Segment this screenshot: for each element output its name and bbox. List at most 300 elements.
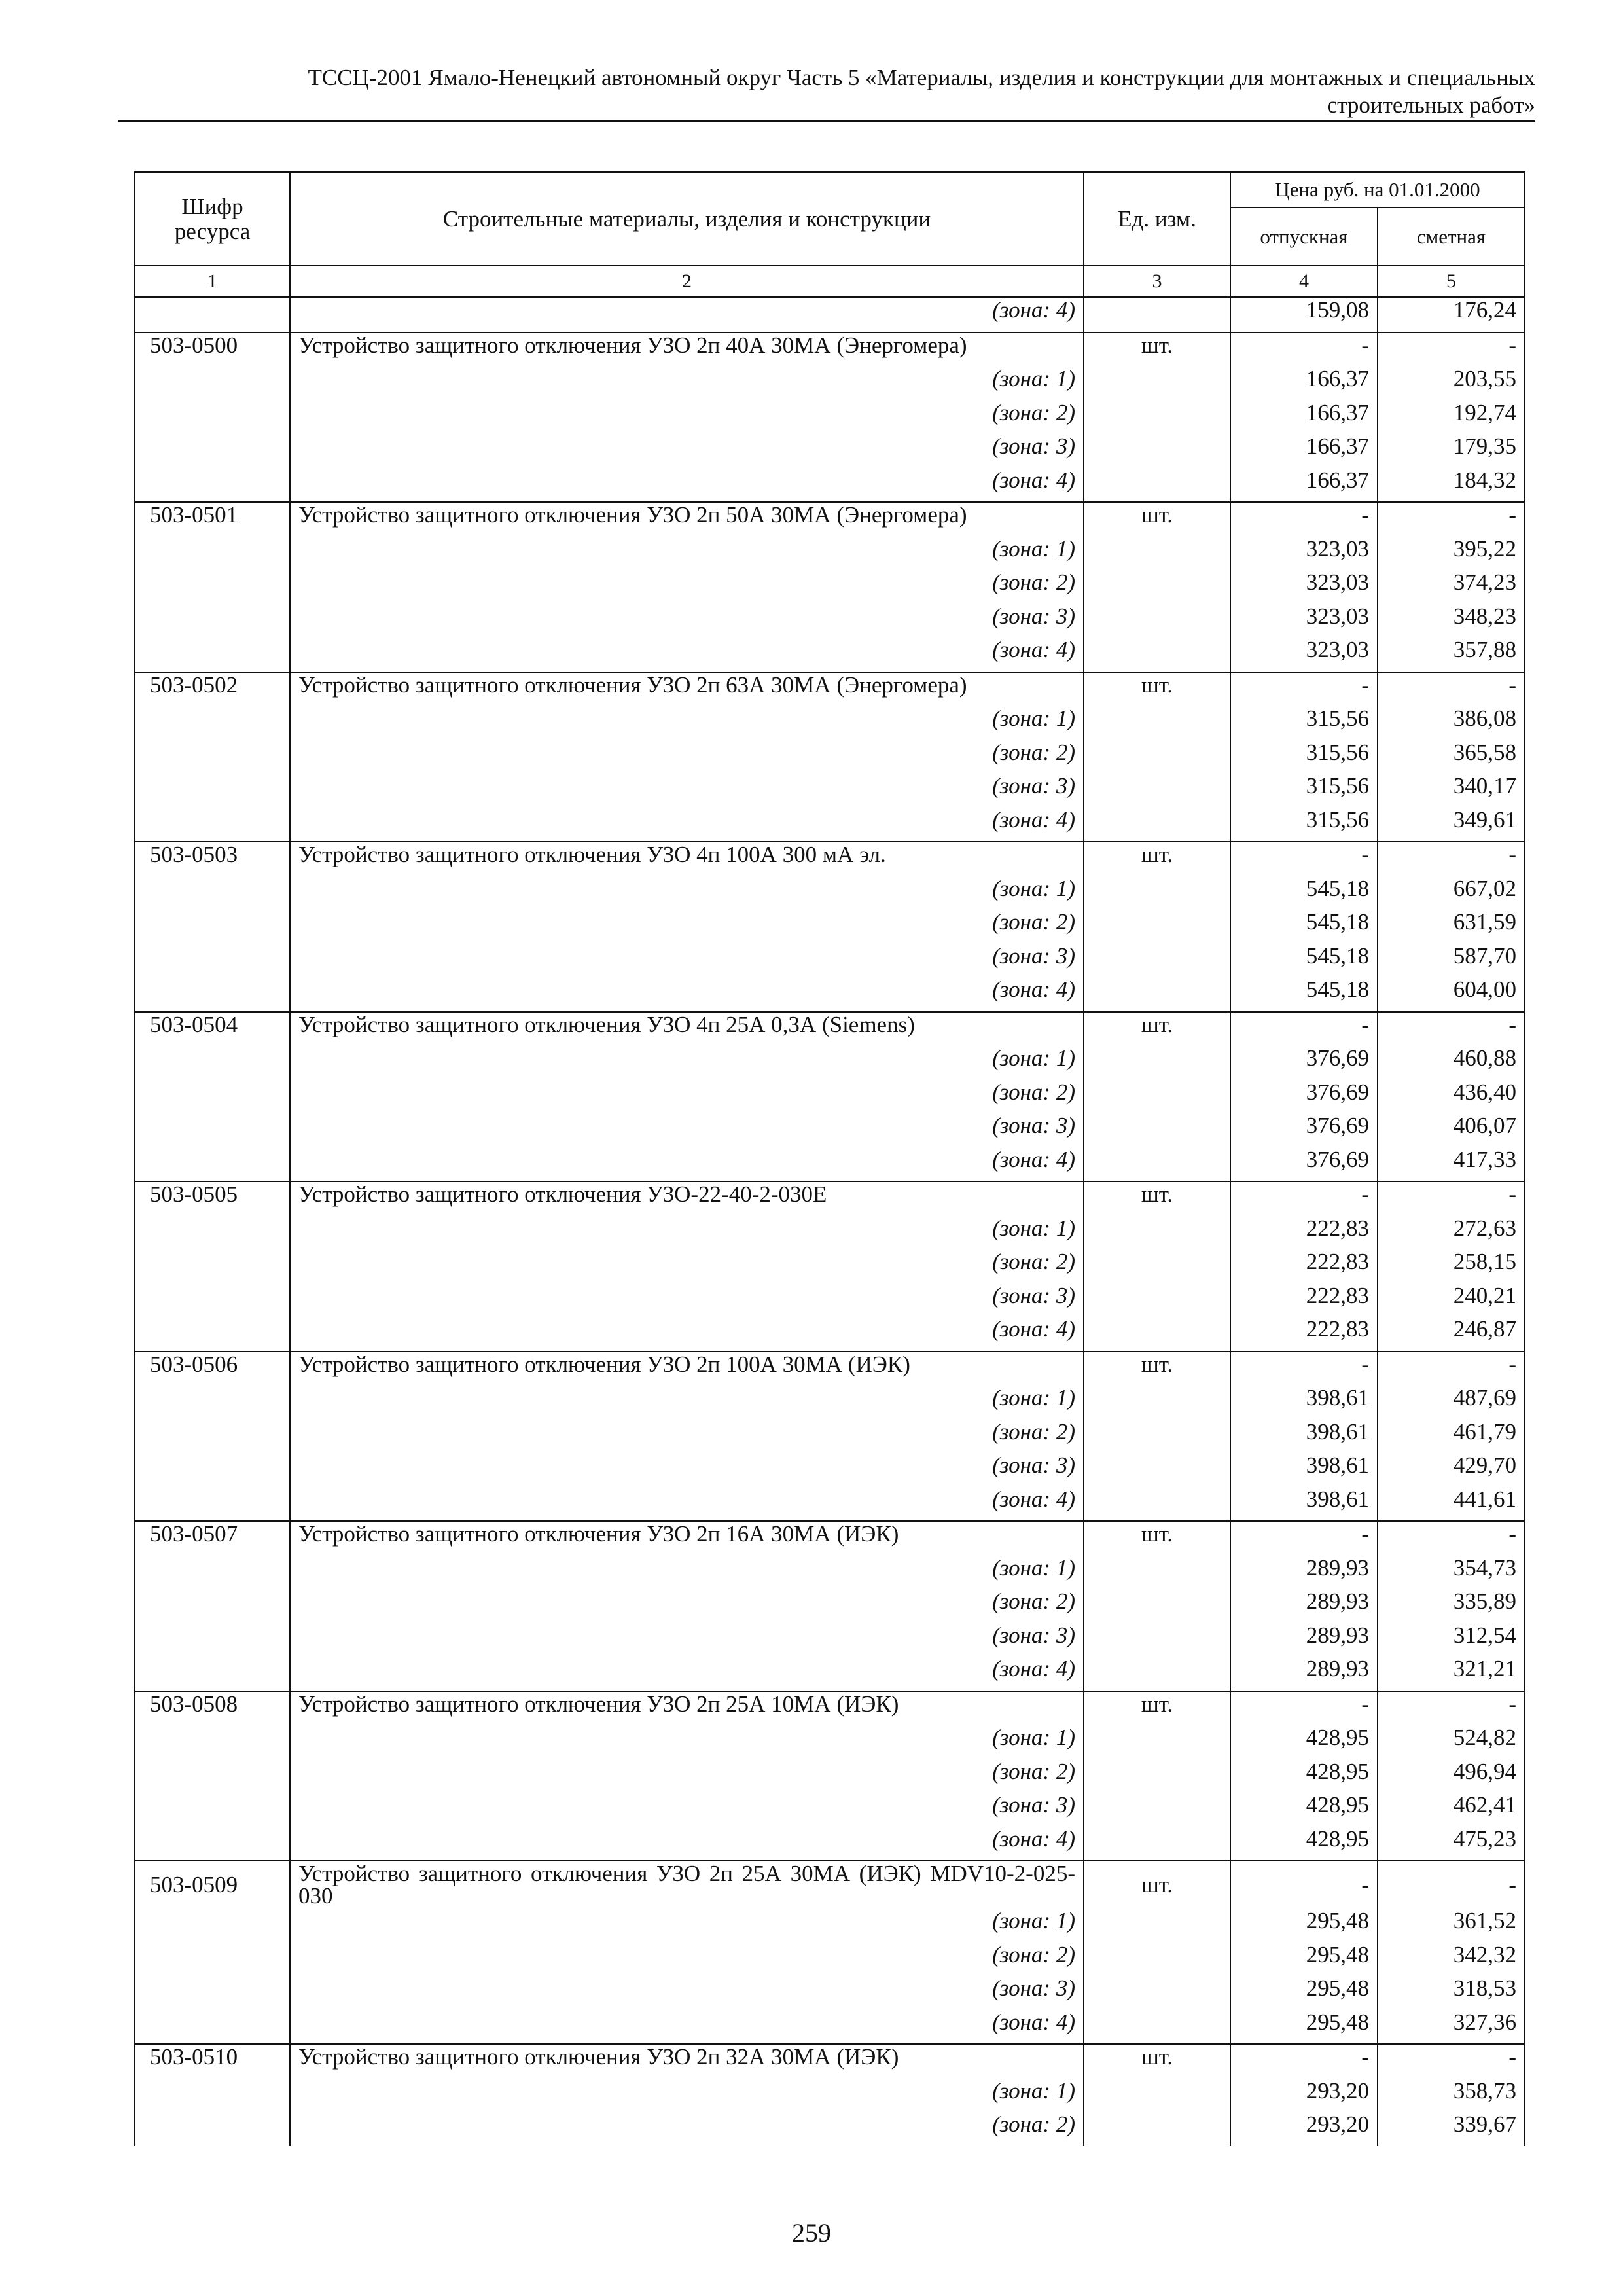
table-row-zone <box>135 434 1525 468</box>
release-price: 376,69 <box>1230 1080 1378 1114</box>
running-header <box>118 64 1535 119</box>
release-price: - <box>1230 332 1378 367</box>
table-body <box>135 297 1525 2146</box>
release-price: 295,48 <box>1230 1976 1378 2010</box>
zone-label: (зона: 2) <box>290 2112 1084 2146</box>
release-price: 315,56 <box>1230 740 1378 774</box>
cell-code <box>135 944 290 978</box>
table-row-zone <box>135 1556 1525 1590</box>
cell-unit <box>1084 1046 1230 1080</box>
release-price: 295,48 <box>1230 1943 1378 1977</box>
table-row-zone <box>135 537 1525 571</box>
cell-code <box>135 774 290 808</box>
item-unit: шт. <box>1084 1181 1230 1216</box>
item-unit: шт. <box>1084 332 1230 367</box>
item-name: Устройство защитного отключения УЗО 2п 25А 10МА (ИЭК) <box>290 1691 1084 1726</box>
item-code: 503-0509 <box>135 1861 290 1909</box>
cell-code <box>135 570 290 604</box>
table-row-zone <box>135 1943 1525 1977</box>
release-price: 428,95 <box>1230 1827 1378 1861</box>
release-price: 289,93 <box>1230 1623 1378 1657</box>
cell-code <box>135 1113 290 1147</box>
cell-code <box>135 706 290 740</box>
table-row-zone <box>135 1216 1525 1250</box>
estimate-price: 436,40 <box>1378 1080 1525 1114</box>
table-row-zone <box>135 1046 1525 1080</box>
cell-code <box>135 1725 290 1759</box>
header-unit: Ед. изм. <box>1084 172 1230 266</box>
cell-unit <box>1084 910 1230 944</box>
cell-unit <box>1084 876 1230 910</box>
estimate-price: 312,54 <box>1378 1623 1525 1657</box>
release-price: 428,95 <box>1230 1759 1378 1793</box>
cell-unit <box>1084 468 1230 503</box>
zone-label: (зона: 2) <box>290 910 1084 944</box>
release-price: 398,61 <box>1230 1386 1378 1420</box>
table-row-zone <box>135 910 1525 944</box>
estimate-price: 354,73 <box>1378 1556 1525 1590</box>
release-price: 166,37 <box>1230 434 1378 468</box>
estimate-price: 246,87 <box>1378 1317 1525 1352</box>
estimate-price: 587,70 <box>1378 944 1525 978</box>
cell-unit <box>1084 1080 1230 1114</box>
estimate-price: 272,63 <box>1378 1216 1525 1250</box>
cell-code <box>135 1080 290 1114</box>
release-price: 545,18 <box>1230 977 1378 1012</box>
zone-label: (зона: 4) <box>290 1487 1084 1522</box>
table-row-item <box>135 842 1525 876</box>
estimate-price: 631,59 <box>1378 910 1525 944</box>
release-price: 315,56 <box>1230 808 1378 842</box>
cell-unit <box>1084 1113 1230 1147</box>
estimate-price: 349,61 <box>1378 808 1525 842</box>
zone-label: (зона: 3) <box>290 1283 1084 1318</box>
release-price: 289,93 <box>1230 1657 1378 1691</box>
estimate-price: 318,53 <box>1378 1976 1525 2010</box>
cell-unit <box>1084 1487 1230 1522</box>
cell-unit <box>1084 2079 1230 2113</box>
cell-unit <box>1084 1249 1230 1283</box>
table-row-zone <box>135 1487 1525 1522</box>
item-code: 503-0508 <box>135 1691 290 1726</box>
estimate-price: 475,23 <box>1378 1827 1525 1861</box>
item-code: 503-0510 <box>135 2044 290 2079</box>
cell-unit <box>1084 1623 1230 1657</box>
cell-code <box>135 2079 290 2113</box>
release-price: 315,56 <box>1230 706 1378 740</box>
cell-code <box>135 297 290 332</box>
release-price: - <box>1230 502 1378 537</box>
cell-code <box>135 468 290 503</box>
zone-label: (зона: 1) <box>290 1216 1084 1250</box>
release-price: 376,69 <box>1230 1046 1378 1080</box>
cell-code <box>135 1216 290 1250</box>
zone-label: (зона: 1) <box>290 537 1084 571</box>
estimate-price: - <box>1378 1691 1525 1726</box>
cell-unit <box>1084 808 1230 842</box>
header-estimate-price: сметная <box>1378 207 1525 266</box>
item-code: 503-0501 <box>135 502 290 537</box>
cell-code <box>135 1909 290 1943</box>
estimate-price: - <box>1378 1352 1525 1386</box>
header-price-group: Цена руб. на 01.01.2000 <box>1230 172 1525 207</box>
item-name: Устройство защитного отключения УЗО-22-40-2-030Е <box>290 1181 1084 1216</box>
cell-code <box>135 2010 290 2045</box>
table-row-zone <box>135 1249 1525 1283</box>
zone-label: (зона: 1) <box>290 2079 1084 2113</box>
estimate-price: 179,35 <box>1378 434 1525 468</box>
table-row-zone <box>135 944 1525 978</box>
estimate-price: 374,23 <box>1378 570 1525 604</box>
release-price: 323,03 <box>1230 604 1378 638</box>
estimate-price: 184,32 <box>1378 468 1525 503</box>
table-row-zone <box>135 1623 1525 1657</box>
cell-unit <box>1084 2112 1230 2146</box>
cell-code <box>135 1249 290 1283</box>
cell-unit <box>1084 1725 1230 1759</box>
item-unit: шт. <box>1084 1012 1230 1047</box>
release-price: 323,03 <box>1230 537 1378 571</box>
cell-unit <box>1084 740 1230 774</box>
release-price: - <box>1230 1012 1378 1047</box>
release-price: 315,56 <box>1230 774 1378 808</box>
item-name: Устройство защитного отключения УЗО 2п 63А 30МА (Энергомера) <box>290 672 1084 707</box>
cell-code <box>135 1556 290 1590</box>
table-row-zone <box>135 1827 1525 1861</box>
header-release-price: отпускная <box>1230 207 1378 266</box>
item-name: Устройство защитного отключения УЗО 2п 32А 30МА (ИЭК) <box>290 2044 1084 2079</box>
cell-code <box>135 367 290 401</box>
release-price: - <box>1230 672 1378 707</box>
table-row-zone <box>135 1976 1525 2010</box>
cell-unit <box>1084 1283 1230 1318</box>
cell-code <box>135 1317 290 1352</box>
item-unit: шт. <box>1084 1861 1230 1909</box>
release-price: 289,93 <box>1230 1589 1378 1623</box>
release-price: 376,69 <box>1230 1113 1378 1147</box>
zone-label: (зона: 3) <box>290 604 1084 638</box>
item-unit: шт. <box>1084 1691 1230 1726</box>
running-header-line-2: строительных работ» <box>1327 92 1535 118</box>
item-name: Устройство защитного отключения УЗО 4п 100А 300 мА эл. <box>290 842 1084 876</box>
release-price: 222,83 <box>1230 1249 1378 1283</box>
zone-label: (зона: 4) <box>290 637 1084 672</box>
cell-code <box>135 1386 290 1420</box>
zone-label: (зона: 4) <box>290 1147 1084 1182</box>
cell-unit <box>1084 944 1230 978</box>
cell-unit <box>1084 977 1230 1012</box>
release-price: 166,37 <box>1230 367 1378 401</box>
estimate-price: 192,74 <box>1378 401 1525 435</box>
table-row-item <box>135 1521 1525 1556</box>
item-name: Устройство защитного отключения УЗО 4п 25А 0,3А (Siemens) <box>290 1012 1084 1047</box>
item-name: Устройство защитного отключения УЗО 2п 50А 30МА (Энергомера) <box>290 502 1084 537</box>
item-code: 503-0504 <box>135 1012 290 1047</box>
estimate-price: 604,00 <box>1378 977 1525 1012</box>
table-row-zone <box>135 1386 1525 1420</box>
release-price: 545,18 <box>1230 944 1378 978</box>
cell-code <box>135 1283 290 1318</box>
release-price: 289,93 <box>1230 1556 1378 1590</box>
release-price: - <box>1230 842 1378 876</box>
table-row-zone <box>135 570 1525 604</box>
table-row-item <box>135 502 1525 537</box>
zone-label: (зона: 3) <box>290 774 1084 808</box>
release-price: 323,03 <box>1230 637 1378 672</box>
item-code: 503-0500 <box>135 332 290 367</box>
cell-unit <box>1084 604 1230 638</box>
estimate-price: 361,52 <box>1378 1909 1525 1943</box>
zone-label: (зона: 1) <box>290 876 1084 910</box>
estimate-price: 441,61 <box>1378 1487 1525 1522</box>
estimate-price: - <box>1378 1012 1525 1047</box>
release-price: 295,48 <box>1230 2010 1378 2045</box>
table-row-zone <box>135 1080 1525 1114</box>
table-row-item <box>135 2044 1525 2079</box>
estimate-price: - <box>1378 1521 1525 1556</box>
item-unit: шт. <box>1084 1352 1230 1386</box>
release-price: 545,18 <box>1230 876 1378 910</box>
cell-code <box>135 1623 290 1657</box>
cell-code <box>135 808 290 842</box>
cell-unit <box>1084 1909 1230 1943</box>
estimate-price: - <box>1378 672 1525 707</box>
cell-unit <box>1084 570 1230 604</box>
cell-code <box>135 2112 290 2146</box>
release-price: 428,95 <box>1230 1725 1378 1759</box>
table-row-zone <box>135 367 1525 401</box>
cell-unit <box>1084 1657 1230 1691</box>
zone-label: (зона: 1) <box>290 1386 1084 1420</box>
zone-label: (зона: 1) <box>290 706 1084 740</box>
zone-label: (зона: 2) <box>290 1589 1084 1623</box>
release-price: 398,61 <box>1230 1487 1378 1522</box>
cell-unit <box>1084 1793 1230 1827</box>
table-row-zone <box>135 1283 1525 1318</box>
zone-label: (зона: 4) <box>290 1827 1084 1861</box>
price-table <box>134 171 1525 2146</box>
zone-label: (зона: 1) <box>290 1909 1084 1943</box>
cell-unit <box>1084 434 1230 468</box>
zone-label: (зона: 2) <box>290 401 1084 435</box>
header-code: Шифр ресурса <box>135 172 290 266</box>
item-code: 503-0503 <box>135 842 290 876</box>
cell-code <box>135 740 290 774</box>
zone-label: (зона: 2) <box>290 570 1084 604</box>
cell-unit <box>1084 1453 1230 1487</box>
table-row-zone <box>135 774 1525 808</box>
header-name: Строительные материалы, изделия и конструкции <box>290 172 1084 266</box>
estimate-price: 176,24 <box>1378 297 1525 332</box>
cell-code <box>135 434 290 468</box>
item-code: 503-0502 <box>135 672 290 707</box>
table-row-zone <box>135 1759 1525 1793</box>
zone-label: (зона: 4) <box>290 1657 1084 1691</box>
cell-code <box>135 910 290 944</box>
item-name: Устройство защитного отключения УЗО 2п 100А 30МА (ИЭК) <box>290 1352 1084 1386</box>
estimate-price: 258,15 <box>1378 1249 1525 1283</box>
estimate-price: 327,36 <box>1378 2010 1525 2045</box>
estimate-price: - <box>1378 502 1525 537</box>
cell-code <box>135 637 290 672</box>
table-row-item <box>135 1012 1525 1047</box>
release-price: 398,61 <box>1230 1420 1378 1454</box>
column-number: 1 <box>135 266 290 297</box>
estimate-price: 429,70 <box>1378 1453 1525 1487</box>
cell-code <box>135 1589 290 1623</box>
cell-unit <box>1084 297 1230 332</box>
estimate-price: 357,88 <box>1378 637 1525 672</box>
table-row-item <box>135 1861 1525 1909</box>
item-code: 503-0507 <box>135 1521 290 1556</box>
cell-unit <box>1084 367 1230 401</box>
release-price: 293,20 <box>1230 2112 1378 2146</box>
release-price: 323,03 <box>1230 570 1378 604</box>
table-row-zone <box>135 2079 1525 2113</box>
zone-label: (зона: 4) <box>290 468 1084 503</box>
estimate-price: 358,73 <box>1378 2079 1525 2113</box>
column-number-row <box>135 266 1525 297</box>
cell-unit <box>1084 1976 1230 2010</box>
estimate-price: - <box>1378 842 1525 876</box>
cell-code <box>135 1046 290 1080</box>
zone-label: (зона: 3) <box>290 1453 1084 1487</box>
release-price: - <box>1230 1861 1378 1909</box>
cell-unit <box>1084 1556 1230 1590</box>
release-price: 166,37 <box>1230 468 1378 503</box>
item-code: 503-0505 <box>135 1181 290 1216</box>
table-row-item <box>135 1181 1525 1216</box>
table-row-zone <box>135 1725 1525 1759</box>
cell-unit <box>1084 706 1230 740</box>
cell-code <box>135 1487 290 1522</box>
table-row-zone <box>135 1317 1525 1352</box>
table-row-item <box>135 1352 1525 1386</box>
running-header-line-1: ТССЦ-2001 Ямало-Ненецкий автономный округ Часть 5 «Материалы, изделия и конструкции для монтажных и специальных <box>308 65 1535 90</box>
zone-label: (зона: 2) <box>290 1759 1084 1793</box>
table-row-zone <box>135 637 1525 672</box>
zone-label: (зона: 4) <box>290 808 1084 842</box>
table-row-zone <box>135 1420 1525 1454</box>
item-name: Устройство защитного отключения УЗО 2п 40А 30МА (Энергомера) <box>290 332 1084 367</box>
cell-code <box>135 977 290 1012</box>
cell-unit <box>1084 774 1230 808</box>
item-code: 503-0506 <box>135 1352 290 1386</box>
zone-label: (зона: 3) <box>290 1623 1084 1657</box>
column-number: 3 <box>1084 266 1230 297</box>
table-header <box>135 172 1525 297</box>
cell-unit <box>1084 1216 1230 1250</box>
cell-unit <box>1084 1420 1230 1454</box>
table-row-zone <box>135 468 1525 503</box>
cell-code <box>135 1453 290 1487</box>
zone-label: (зона: 1) <box>290 367 1084 401</box>
zone-label: (зона: 1) <box>290 1556 1084 1590</box>
release-price: 398,61 <box>1230 1453 1378 1487</box>
zone-label: (зона: 4) <box>290 1317 1084 1352</box>
table-row-zone <box>135 706 1525 740</box>
table-row-item <box>135 332 1525 367</box>
cell-code <box>135 1976 290 2010</box>
estimate-price: 240,21 <box>1378 1283 1525 1318</box>
zone-label: (зона: 2) <box>290 1080 1084 1114</box>
zone-label: (зона: 4) <box>290 977 1084 1012</box>
estimate-price: - <box>1378 1861 1525 1909</box>
item-unit: шт. <box>1084 1521 1230 1556</box>
estimate-price: 524,82 <box>1378 1725 1525 1759</box>
estimate-price: - <box>1378 332 1525 367</box>
estimate-price: 496,94 <box>1378 1759 1525 1793</box>
table-row-zone <box>135 876 1525 910</box>
item-unit: шт. <box>1084 842 1230 876</box>
estimate-price: 348,23 <box>1378 604 1525 638</box>
zone-label: (зона: 3) <box>290 1113 1084 1147</box>
cell-unit <box>1084 1589 1230 1623</box>
release-price: 222,83 <box>1230 1283 1378 1318</box>
table-row-zone <box>135 604 1525 638</box>
table-row-item <box>135 672 1525 707</box>
estimate-price: 340,17 <box>1378 774 1525 808</box>
cell-code <box>135 1793 290 1827</box>
cell-code <box>135 1147 290 1182</box>
estimate-price: 365,58 <box>1378 740 1525 774</box>
table-row-zone <box>135 2112 1525 2146</box>
zone-label: (зона: 2) <box>290 1249 1084 1283</box>
zone-label: (зона: 3) <box>290 1793 1084 1827</box>
release-price: 159,08 <box>1230 297 1378 332</box>
zone-label: (зона: 2) <box>290 740 1084 774</box>
estimate-price: 386,08 <box>1378 706 1525 740</box>
cell-unit <box>1084 537 1230 571</box>
zone-label: (зона: 3) <box>290 944 1084 978</box>
estimate-price: 667,02 <box>1378 876 1525 910</box>
estimate-price: 487,69 <box>1378 1386 1525 1420</box>
release-price: - <box>1230 1181 1378 1216</box>
estimate-price: 461,79 <box>1378 1420 1525 1454</box>
cell-unit <box>1084 1827 1230 1861</box>
zone-label: (зона: 4) <box>290 2010 1084 2045</box>
table-row-zone <box>135 977 1525 1012</box>
estimate-price: 460,88 <box>1378 1046 1525 1080</box>
item-unit: шт. <box>1084 672 1230 707</box>
cell-code <box>135 604 290 638</box>
release-price: 222,83 <box>1230 1216 1378 1250</box>
release-price: - <box>1230 1521 1378 1556</box>
column-number: 2 <box>290 266 1084 297</box>
item-unit: шт. <box>1084 502 1230 537</box>
carryover-row <box>135 297 1525 332</box>
header-rule <box>118 120 1535 122</box>
page-number: 259 <box>792 2218 831 2248</box>
estimate-price: 406,07 <box>1378 1113 1525 1147</box>
cell-code <box>135 1943 290 1977</box>
zone-label: (зона: 1) <box>290 1046 1084 1080</box>
zone-label: (зона: 1) <box>290 1725 1084 1759</box>
cell-unit <box>1084 1147 1230 1182</box>
cell-code <box>135 401 290 435</box>
zone-label: (зона: 2) <box>290 1943 1084 1977</box>
item-unit: шт. <box>1084 2044 1230 2079</box>
release-price: - <box>1230 2044 1378 2079</box>
release-price: 222,83 <box>1230 1317 1378 1352</box>
zone-label: (зона: 3) <box>290 1976 1084 2010</box>
table-row-zone <box>135 401 1525 435</box>
zone-label: (зона: 4) <box>290 297 1084 332</box>
release-price: 376,69 <box>1230 1147 1378 1182</box>
table-row-zone <box>135 808 1525 842</box>
cell-code <box>135 1827 290 1861</box>
cell-unit <box>1084 401 1230 435</box>
